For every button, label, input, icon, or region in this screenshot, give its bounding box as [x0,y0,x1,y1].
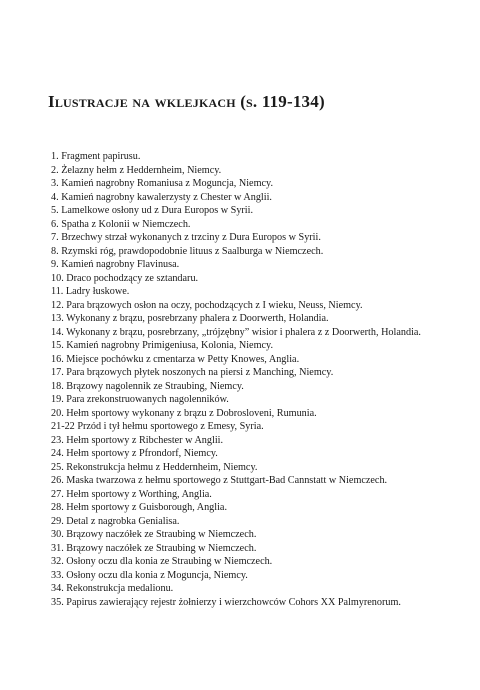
list-item: 14. Wykonany z brązu, posrebrzany, „trójzębny” wisior i phalera z z Doorwerth, Holandia. [51,326,421,338]
list-item: 10. Draco pochodzący ze sztandaru. [51,272,199,284]
list-item: 33. Osłony oczu dla konia z Moguncja, Niemcy. [51,569,248,581]
list-item: 16. Miejsce pochówku z cmentarza w Petty Knowes, Anglia. [51,353,300,365]
list-item: 17. Para brązowych płytek noszonych na piersi z Manching, Niemcy. [51,367,334,378]
list-item: 28. Hełm sportowy z Guisborough, Anglia. [51,502,228,513]
list-item: 35. Papirus zawierający rejestr żołnierzy i wierzchowców Cohors XX Palmyrenorum. [51,596,401,608]
list-item: 34. Rekonstrukcja medalionu. [51,583,174,594]
list-item: 8. Rzymski róg, prawdopodobnie lituus z Saalburga w Niemczech. [51,245,324,257]
list-item: 12. Para brązowych osłon na oczy, pochodzących z I wieku, Neuss, Niemcy. [51,299,363,311]
list-item: 27. Hełm sportowy z Worthing, Anglia. [51,488,212,500]
list-item: 21-22 Przód i tył hełmu sportowego z Emesy, Syria. [51,421,264,432]
list-item: 25. Rekonstrukcja hełmu z Heddernheim, Niemcy. [51,461,258,473]
list-item: 26. Maska twarzowa z hełmu sportowego z Stuttgart-Bad Cannstatt w Niemczech. [51,475,388,486]
list-item: 5. Lamelkowe osłony ud z Dura Europos w Syrii. [51,205,254,216]
list-item: 29. Detal z nagrobka Genialisa. [51,515,180,527]
list-item: 13. Wykonany z brązu, posrebrzany phalera z Doorwerth, Holandia. [51,313,329,324]
list-item: 31. Brązowy naczółek ze Straubing w Niemczech. [51,542,257,554]
list-item: 19. Para zrekonstruowanych nagolenników. [51,394,229,405]
list-item: 7. Brzechwy strzał wykonanych z trzciny z Dura Europos w Syrii. [51,232,321,243]
list-item: 32. Osłony oczu dla konia ze Straubing w Niemczech. [51,556,273,567]
list-item: 1. Fragment papirusu. [51,151,141,162]
list-item: 2. Żelazny hełm z Heddernheim, Niemcy. [51,164,222,176]
list-item: 24. Hełm sportowy z Pfrondorf, Niemcy. [51,448,218,459]
list-item: 20. Hełm sportowy wykonany z brązu z Dobrosloveni, Rumunia. [51,407,317,419]
list-item: 23. Hełm sportowy z Ribchester w Anglii. [51,434,224,446]
list-item: 3. Kamień nagrobny Romaniusa z Moguncja, Niemcy. [51,178,273,189]
section-title: Ilustracje na wklejkach (s. 119-134) [48,92,325,111]
list-item: 11. Ladry łuskowe. [51,286,130,297]
list-item: 18. Brązowy nagolennik ze Straubing, Niemcy. [51,380,244,392]
list-item: 6. Spatha z Kolonii w Niemczech. [51,218,191,230]
illustration-list [51,150,427,609]
list-item: 4. Kamień nagrobny kawalerzysty z Chester w Anglii. [51,191,272,203]
list-item: 30. Brązowy naczółek ze Straubing w Niemczech. [51,529,257,540]
list-item: 15. Kamień nagrobny Primigeniusa, Kolonia, Niemcy. [51,340,274,351]
list-item: 9. Kamień nagrobny Flavinusa. [51,259,180,270]
